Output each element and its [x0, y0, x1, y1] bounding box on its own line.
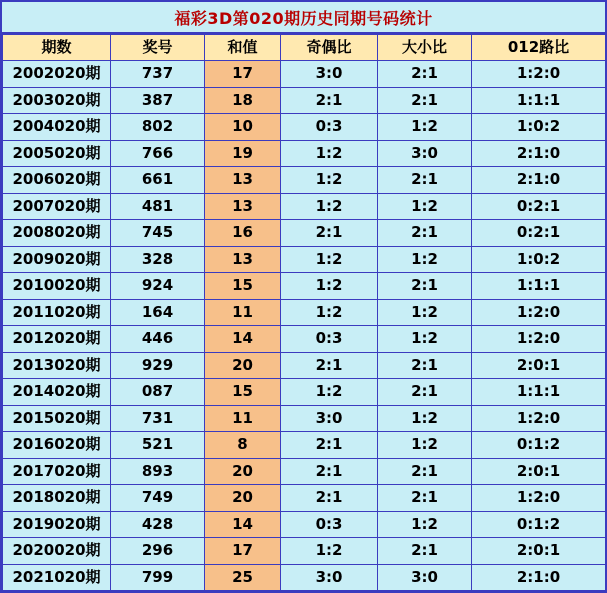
cell-sum: 13	[205, 167, 281, 194]
table-row	[3, 432, 606, 459]
cell-odd-even-ratio: 0:3	[281, 326, 378, 353]
cell-number: 661	[111, 167, 205, 194]
history-table	[2, 34, 606, 591]
cell-012-route-ratio: 2:1:0	[472, 564, 606, 591]
page-title: 福彩3D第020期历史同期号码统计	[174, 8, 433, 28]
cell-number: 087	[111, 379, 205, 406]
cell-period: 2010020期	[3, 273, 111, 300]
cell-period: 2004020期	[3, 114, 111, 141]
cell-odd-even-ratio: 2:1	[281, 432, 378, 459]
cell-sum: 25	[205, 564, 281, 591]
cell-odd-even-ratio: 2:1	[281, 220, 378, 247]
cell-number: 766	[111, 140, 205, 167]
cell-period: 2005020期	[3, 140, 111, 167]
cell-sum: 20	[205, 485, 281, 512]
cell-number: 328	[111, 246, 205, 273]
table-row	[3, 140, 606, 167]
cell-odd-even-ratio: 0:3	[281, 511, 378, 538]
cell-012-route-ratio: 1:1:1	[472, 379, 606, 406]
cell-period: 2002020期	[3, 61, 111, 88]
table-row	[3, 246, 606, 273]
table-row	[3, 299, 606, 326]
column-header-big-small-ratio: 大小比	[378, 35, 472, 61]
cell-period: 2019020期	[3, 511, 111, 538]
cell-012-route-ratio: 2:0:1	[472, 538, 606, 565]
cell-012-route-ratio: 2:0:1	[472, 352, 606, 379]
table-row	[3, 167, 606, 194]
table-row	[3, 352, 606, 379]
cell-odd-even-ratio: 0:3	[281, 114, 378, 141]
table-row	[3, 405, 606, 432]
title-bar	[2, 2, 605, 34]
cell-sum: 20	[205, 352, 281, 379]
cell-odd-even-ratio: 2:1	[281, 458, 378, 485]
cell-odd-even-ratio: 1:2	[281, 538, 378, 565]
cell-big-small-ratio: 1:2	[378, 193, 472, 220]
cell-sum: 10	[205, 114, 281, 141]
table-row	[3, 61, 606, 88]
cell-period: 2011020期	[3, 299, 111, 326]
cell-012-route-ratio: 1:1:1	[472, 273, 606, 300]
cell-odd-even-ratio: 1:2	[281, 140, 378, 167]
cell-number: 749	[111, 485, 205, 512]
cell-big-small-ratio: 2:1	[378, 379, 472, 406]
cell-sum: 15	[205, 273, 281, 300]
cell-period: 2003020期	[3, 87, 111, 114]
cell-012-route-ratio: 0:2:1	[472, 193, 606, 220]
cell-odd-even-ratio: 2:1	[281, 485, 378, 512]
cell-big-small-ratio: 1:2	[378, 246, 472, 273]
cell-big-small-ratio: 1:2	[378, 511, 472, 538]
cell-odd-even-ratio: 2:1	[281, 87, 378, 114]
cell-odd-even-ratio: 1:2	[281, 299, 378, 326]
cell-number: 929	[111, 352, 205, 379]
table-row	[3, 458, 606, 485]
cell-sum: 18	[205, 87, 281, 114]
cell-period: 2009020期	[3, 246, 111, 273]
cell-big-small-ratio: 3:0	[378, 140, 472, 167]
cell-sum: 19	[205, 140, 281, 167]
cell-period: 2014020期	[3, 379, 111, 406]
cell-period: 2013020期	[3, 352, 111, 379]
cell-big-small-ratio: 2:1	[378, 61, 472, 88]
cell-odd-even-ratio: 3:0	[281, 61, 378, 88]
table-row	[3, 511, 606, 538]
cell-number: 802	[111, 114, 205, 141]
cell-big-small-ratio: 1:2	[378, 432, 472, 459]
cell-odd-even-ratio: 3:0	[281, 405, 378, 432]
column-header-012-route-ratio: 012路比	[472, 35, 606, 61]
cell-sum: 11	[205, 405, 281, 432]
cell-period: 2015020期	[3, 405, 111, 432]
cell-period: 2018020期	[3, 485, 111, 512]
table-row	[3, 273, 606, 300]
cell-big-small-ratio: 1:2	[378, 299, 472, 326]
cell-012-route-ratio: 1:1:1	[472, 87, 606, 114]
cell-number: 731	[111, 405, 205, 432]
cell-big-small-ratio: 2:1	[378, 352, 472, 379]
cell-sum: 16	[205, 220, 281, 247]
cell-sum: 15	[205, 379, 281, 406]
cell-number: 924	[111, 273, 205, 300]
cell-big-small-ratio: 1:2	[378, 326, 472, 353]
cell-012-route-ratio: 2:1:0	[472, 140, 606, 167]
cell-012-route-ratio: 1:2:0	[472, 61, 606, 88]
cell-012-route-ratio: 1:0:2	[472, 114, 606, 141]
cell-number: 164	[111, 299, 205, 326]
cell-big-small-ratio: 2:1	[378, 538, 472, 565]
cell-sum: 11	[205, 299, 281, 326]
cell-sum: 14	[205, 326, 281, 353]
table-row	[3, 220, 606, 247]
table-header-row	[3, 35, 606, 61]
cell-period: 2006020期	[3, 167, 111, 194]
column-header-odd-even-ratio: 奇偶比	[281, 35, 378, 61]
cell-sum: 20	[205, 458, 281, 485]
cell-number: 446	[111, 326, 205, 353]
cell-big-small-ratio: 2:1	[378, 458, 472, 485]
cell-big-small-ratio: 2:1	[378, 485, 472, 512]
table-row	[3, 538, 606, 565]
table-row	[3, 114, 606, 141]
cell-012-route-ratio: 0:1:2	[472, 511, 606, 538]
cell-big-small-ratio: 3:0	[378, 564, 472, 591]
table-header	[3, 35, 606, 61]
cell-big-small-ratio: 2:1	[378, 167, 472, 194]
cell-sum: 8	[205, 432, 281, 459]
cell-012-route-ratio: 1:2:0	[472, 299, 606, 326]
cell-period: 2008020期	[3, 220, 111, 247]
cell-012-route-ratio: 0:2:1	[472, 220, 606, 247]
cell-period: 2016020期	[3, 432, 111, 459]
cell-number: 745	[111, 220, 205, 247]
table-row	[3, 193, 606, 220]
cell-number: 893	[111, 458, 205, 485]
cell-odd-even-ratio: 2:1	[281, 352, 378, 379]
cell-number: 428	[111, 511, 205, 538]
cell-sum: 14	[205, 511, 281, 538]
cell-012-route-ratio: 1:2:0	[472, 485, 606, 512]
table-row	[3, 379, 606, 406]
cell-sum: 17	[205, 61, 281, 88]
cell-012-route-ratio: 2:1:0	[472, 167, 606, 194]
cell-odd-even-ratio: 3:0	[281, 564, 378, 591]
cell-period: 2020020期	[3, 538, 111, 565]
cell-number: 799	[111, 564, 205, 591]
cell-012-route-ratio: 1:2:0	[472, 326, 606, 353]
cell-big-small-ratio: 1:2	[378, 114, 472, 141]
cell-odd-even-ratio: 1:2	[281, 379, 378, 406]
cell-period: 2017020期	[3, 458, 111, 485]
cell-big-small-ratio: 2:1	[378, 273, 472, 300]
cell-big-small-ratio: 2:1	[378, 87, 472, 114]
cell-odd-even-ratio: 1:2	[281, 246, 378, 273]
table-row	[3, 87, 606, 114]
table-row	[3, 326, 606, 353]
cell-odd-even-ratio: 1:2	[281, 193, 378, 220]
cell-odd-even-ratio: 1:2	[281, 167, 378, 194]
cell-sum: 13	[205, 193, 281, 220]
cell-number: 521	[111, 432, 205, 459]
cell-odd-even-ratio: 1:2	[281, 273, 378, 300]
cell-number: 737	[111, 61, 205, 88]
cell-012-route-ratio: 1:2:0	[472, 405, 606, 432]
cell-period: 2012020期	[3, 326, 111, 353]
cell-period: 2007020期	[3, 193, 111, 220]
cell-sum: 17	[205, 538, 281, 565]
cell-period: 2021020期	[3, 564, 111, 591]
cell-sum: 13	[205, 246, 281, 273]
column-header-sum: 和值	[205, 35, 281, 61]
cell-number: 387	[111, 87, 205, 114]
column-header-period: 期数	[3, 35, 111, 61]
cell-big-small-ratio: 2:1	[378, 220, 472, 247]
cell-012-route-ratio: 0:1:2	[472, 432, 606, 459]
cell-number: 481	[111, 193, 205, 220]
cell-big-small-ratio: 1:2	[378, 405, 472, 432]
table-body	[3, 61, 606, 591]
table-row	[3, 564, 606, 591]
column-header-number: 奖号	[111, 35, 205, 61]
table-row	[3, 485, 606, 512]
cell-012-route-ratio: 2:0:1	[472, 458, 606, 485]
cell-012-route-ratio: 1:0:2	[472, 246, 606, 273]
cell-number: 296	[111, 538, 205, 565]
